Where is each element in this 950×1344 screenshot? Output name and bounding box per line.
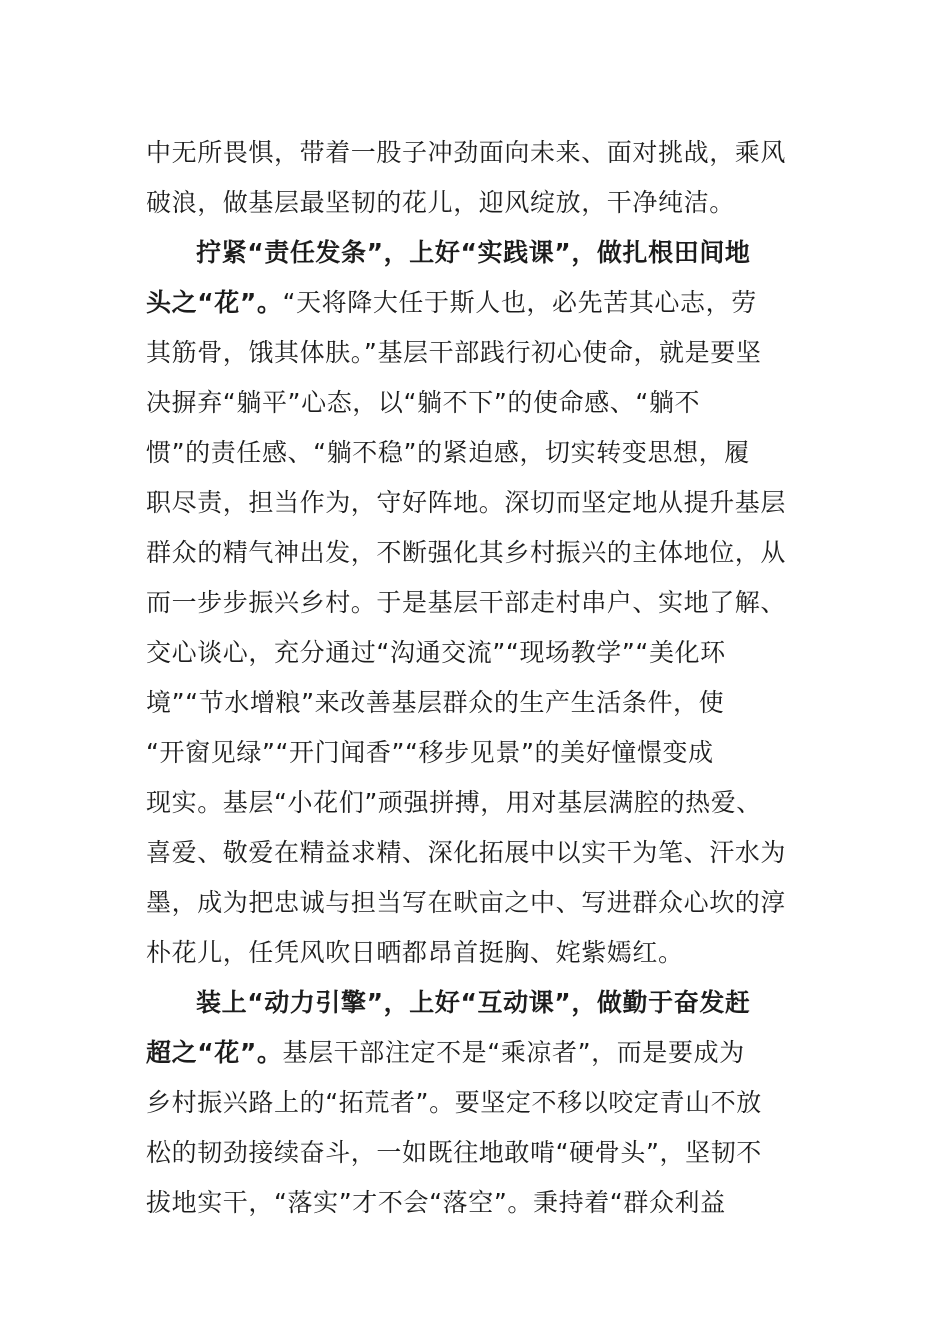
text-line: 惯”的责任感、“躺不稳”的紧迫感，切实转变思想，履 [146,438,750,467]
continuation-paragraph [146,128,786,228]
text-line: 拔地实干，“落实”才不会“落空”。秉持着“群众利益 [146,1188,726,1217]
text-fragment: “天将降大任于斯人也，必先苦其心志，劳 [282,288,757,317]
text-line: 而一步步振兴乡村。于是基层干部走村串户、实地了解、 [146,588,787,617]
text-line: 墨，成为把忠诚与担当写在畎亩之中、写进群众心坎的淳 [146,888,787,917]
body-text [146,128,786,1228]
text-line: 其筋骨，饿其体肤。”基层干部践行初心使命，就是要坚 [146,338,762,367]
text-line: 交心谈心，充分通过“沟通交流”“现场教学”“美化环 [146,638,726,667]
text-line: 中无所畏惧，带着一股子冲劲面向未来、面对挑战，乘风 [146,138,787,167]
text-line: 职尽责，担当作为，守好阵地。深切而坚定地从提升基层 [146,488,787,517]
text-line [146,1028,786,1078]
text-line [146,278,786,328]
text-line: 决摒弃“躺平”心态，以“躺不下”的使命感、“躺不 [146,388,701,417]
text-line: 乡村振兴路上的“拓荒者”。要坚定不移以咬定青山不放 [146,1088,762,1117]
paragraph-heading-end: 头之“花”。 [146,288,283,317]
text-line: 破浪，做基层最坚韧的花儿，迎风绽放，干净纯洁。 [146,188,735,217]
paragraph-heading: 装上“动力引擎”，上好“互动课”，做勤于奋发赶 [196,988,751,1017]
paragraph-heading: 拧紧“责任发条”，上好“实践课”，做扎根田间地 [196,238,751,267]
text-line: 群众的精气神出发，不断强化其乡村振兴的主体地位，从 [146,538,787,567]
text-fragment: 基层干部注定不是“乘凉者”，而是要成为 [282,1038,745,1067]
text-line: “开窗见绿”“开门闻香”“移步见景”的美好憧憬变成 [146,738,714,767]
text-line: 境”“节水增粮”来改善基层群众的生产生活条件，使 [146,688,725,717]
text-line: 喜爱、敬爱在精益求精、深化拓展中以实干为笔、汗水为 [146,838,787,867]
paragraph-responsibility [146,228,786,978]
paragraph-motivation [146,978,786,1228]
text-line: 朴花儿，任凭风吹日晒都昂首挺胸、姹紫嫣红。 [146,938,684,967]
text-line: 松的韧劲接续奋斗，一如既往地敢啃“硬骨头”，坚韧不 [146,1138,762,1167]
text-line: 现实。基层“小花们”顽强拼搏，用对基层满腔的热爱、 [146,788,762,817]
paragraph-heading-end: 超之“花”。 [146,1038,283,1067]
